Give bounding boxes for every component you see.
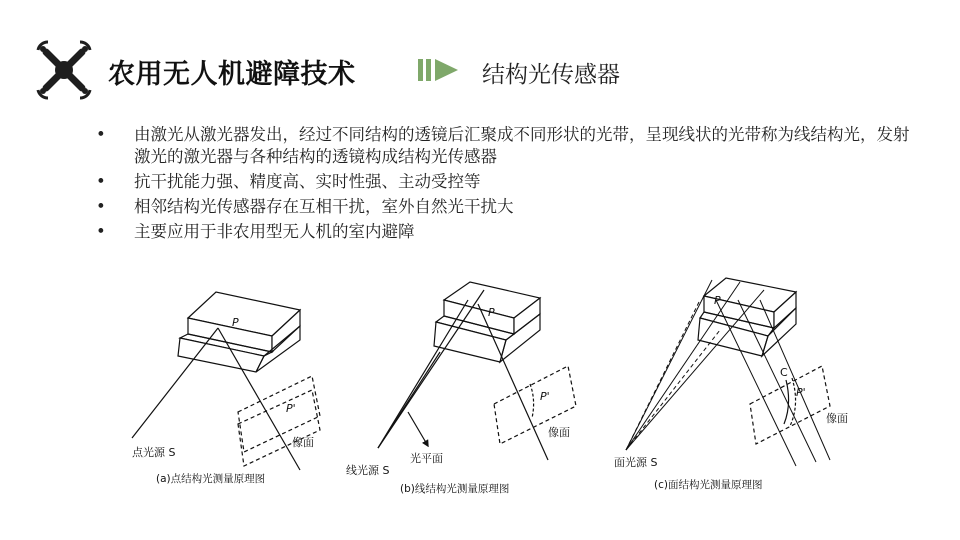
source-label: 点光源 S <box>132 446 176 459</box>
image-plane-label: 像面 <box>292 436 314 449</box>
light-ray <box>132 328 218 438</box>
bullet-text: 抗干扰能力强、精度高、实时性强、主动受控等 <box>134 172 481 191</box>
bullet-item <box>96 124 916 168</box>
figure-caption: (c)面结构光测量原理图 <box>654 479 763 491</box>
bullet-item <box>96 171 916 193</box>
image-point-label: P' <box>540 390 550 403</box>
image-plane-label: 像面 <box>826 412 848 425</box>
bullet-list <box>96 124 916 246</box>
figure-caption: (a)点结构光测量原理图 <box>156 473 266 485</box>
bullet-dot: • <box>96 172 106 191</box>
source-label: 线光源 S <box>346 464 390 477</box>
figure-line-light <box>378 282 576 460</box>
image-point-label: P' <box>796 386 806 399</box>
figure-caption: (b)线结构光测量原理图 <box>400 483 510 495</box>
point-label: P <box>488 306 495 319</box>
figure-area-light <box>626 278 830 466</box>
image-plane-label: 像面 <box>548 426 570 439</box>
play-marker-icon <box>418 58 460 82</box>
light-ray <box>378 300 468 448</box>
bullet-text: 主要应用于非农用型无人机的室内避障 <box>134 222 415 241</box>
image-point-label: P' <box>286 402 296 415</box>
bullet-text: 由激光从激光器发出，经过不同结构的透镜后汇聚成不同形状的光带，呈现线状的光带称为线结构光，发射激光的激光器与各种结构的透镜构成结构光传感器 <box>134 125 910 166</box>
app-title: 农用无人机避障技术 <box>108 59 356 90</box>
light-plane-label: 光平面 <box>410 452 443 465</box>
bullet-dot: • <box>96 125 106 144</box>
drone-icon <box>34 40 94 100</box>
light-plane-arrow <box>408 412 428 446</box>
point-label: P <box>714 294 721 307</box>
source-label: 面光源 S <box>614 456 658 469</box>
bullet-text: 相邻结构光传感器存在互相干扰，室外自然光干扰大 <box>134 197 514 216</box>
structured-light-figures <box>0 270 960 540</box>
bullet-dot: • <box>96 197 106 216</box>
point-label: P <box>232 316 239 329</box>
section-title: 结构光传感器 <box>482 62 620 88</box>
bullet-dot: • <box>96 222 106 241</box>
bullet-item <box>96 196 916 218</box>
bullet-item <box>96 221 916 243</box>
curve-label: C <box>780 366 788 379</box>
